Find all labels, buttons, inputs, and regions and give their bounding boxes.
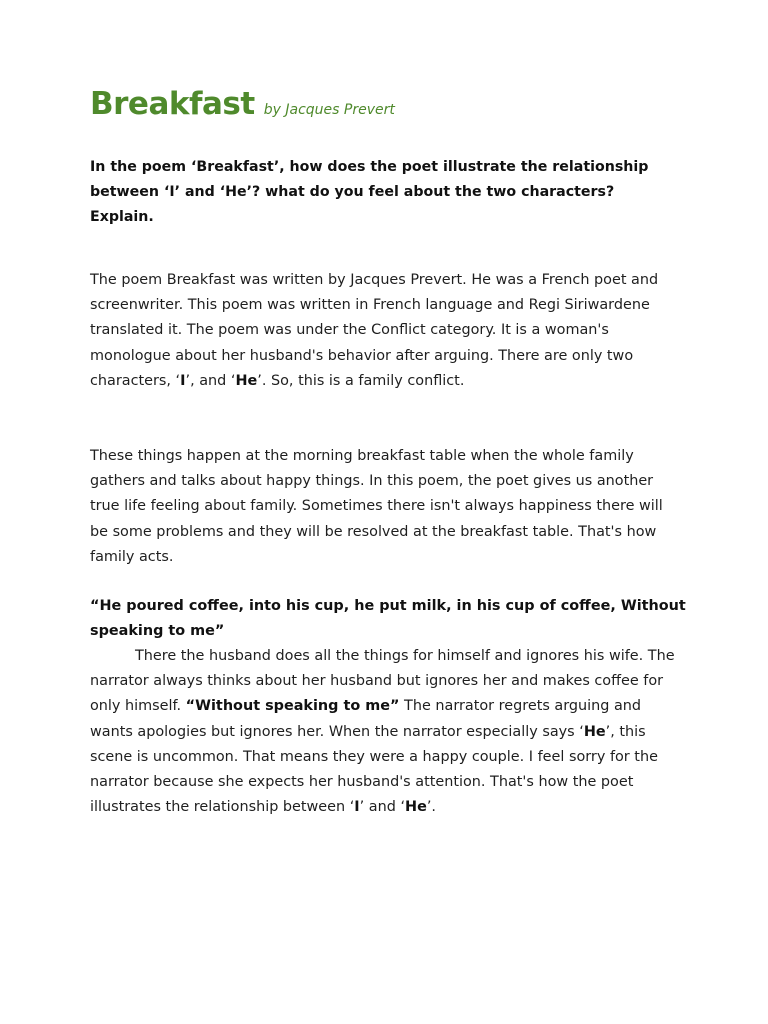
poem-title: Breakfast — [90, 86, 255, 122]
analysis-i: I — [354, 799, 360, 816]
essay-question: In the poem ‘Breakfast’, how does the poet illustrate the relationship between ‘I’ and ‘He’? what do you feel about the two characters? Explain. — [90, 159, 649, 225]
character-i: I — [180, 372, 186, 389]
analysis-text-b: The narrator regrets arguing and wants apologies but ignores her. When the narrator especially says ‘ — [90, 698, 642, 740]
character-he: He — [235, 372, 258, 389]
poem-author: by Jacques Prevert — [263, 102, 395, 118]
analysis-text-d: ’ and ‘ — [359, 799, 406, 816]
analysis-quote: “Without speaking to me” — [185, 698, 400, 715]
paragraph-setting: These things happen at the morning breakfast table when the whole family gathers and talks about happy things. In this poem, the poet gives us another true life feeling about family. Sometimes there isn't always happiness there will be some problems and they will be resolved at the breakfast table. That's how family acts. — [90, 448, 663, 565]
analysis-he-2: He — [405, 799, 427, 816]
poem-quote: “He poured coffee, into his cup, he put milk, in his cup of coffee, Without speaking to me” — [90, 598, 686, 640]
analysis-text-a: There the husband does all the things for himself and ignores his wife. The narrator always thinks about her husband but ignores her and makes coffee for only himself. — [90, 648, 675, 715]
paragraph-intro-mid: ’, and ‘ — [185, 372, 236, 389]
paragraph-analysis — [90, 644, 682, 820]
title-row — [90, 86, 395, 122]
paragraph-intro-end: ’. So, this is a family conflict. — [257, 372, 465, 389]
analysis-text-c: ’, this scene is uncommon. That means they were a happy couple. I feel sorry for the narrator because she expects her husband's attention. That's how the poet illustrates the relationship between ‘ — [90, 723, 658, 816]
analysis-he-1: He — [583, 723, 606, 740]
paragraph-intro-text: The poem Breakfast was written by Jacques Prevert. He was a French poet and screenwriter. This poem was written in French language and Regi Siriwardene translated it. The poem was under the Conflict category. It is a woman's monologue about her husband's behavior after arguing. There are only two characters, ‘ — [90, 272, 659, 389]
analysis-text-e: ’. — [426, 799, 436, 816]
paragraph-intro — [90, 268, 682, 394]
